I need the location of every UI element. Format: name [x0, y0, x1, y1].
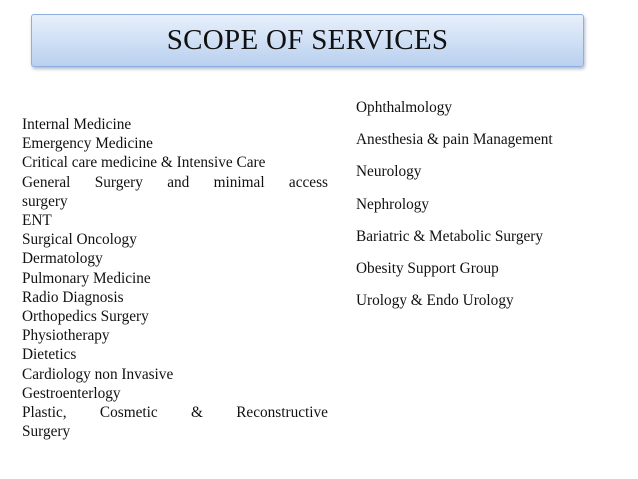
slide-title: SCOPE OF SERVICES: [166, 24, 449, 56]
service-item: Emergency Medicine: [22, 135, 153, 153]
service-item-line: surgery: [22, 192, 68, 210]
service-item-line: Surgery: [22, 423, 71, 441]
service-item: Critical care medicine & Intensive Care: [22, 154, 266, 172]
service-item: Gestroenterlogy: [22, 384, 121, 402]
service-word: &: [191, 404, 203, 422]
service-item-justified: [22, 403, 328, 441]
service-item-line: [22, 173, 328, 192]
service-item: Physiotherapy: [22, 327, 110, 345]
service-item-line: [22, 403, 328, 422]
right-services-list: [356, 98, 626, 323]
service-item-justified: [22, 173, 328, 211]
title-box: [31, 14, 584, 67]
service-item: Nephrology: [356, 195, 430, 213]
service-word: and: [167, 173, 190, 191]
service-item: Urology & Endo Urology: [356, 292, 514, 310]
service-word: access: [288, 173, 328, 191]
service-word: General: [22, 173, 71, 191]
service-word: Reconstructive: [236, 404, 328, 422]
service-item: Dietetics: [22, 346, 77, 364]
service-word: Cosmetic: [99, 404, 158, 422]
service-item: Internal Medicine: [22, 116, 132, 133]
service-item: Obesity Support Group: [356, 259, 499, 277]
service-item: ENT: [22, 212, 52, 230]
service-item: Anesthesia & pain Management: [356, 131, 553, 149]
service-item: Bariatric & Metabolic Surgery: [356, 227, 544, 245]
service-item: Neurology: [356, 163, 422, 181]
service-item: Ophthalmology: [356, 99, 453, 116]
service-item: Dermatology: [22, 250, 103, 268]
service-word: minimal: [213, 173, 265, 191]
service-item: Pulmonary Medicine: [22, 269, 151, 287]
service-item: Radio Diagnosis: [22, 288, 124, 306]
service-word: Plastic,: [22, 404, 67, 422]
service-item: Surgical Oncology: [22, 231, 137, 249]
service-item: Cardiology non Invasive: [22, 365, 174, 383]
left-services-list: [22, 115, 328, 441]
service-item: Orthopedics Surgery: [22, 308, 149, 326]
service-word: Surgery: [94, 173, 143, 191]
